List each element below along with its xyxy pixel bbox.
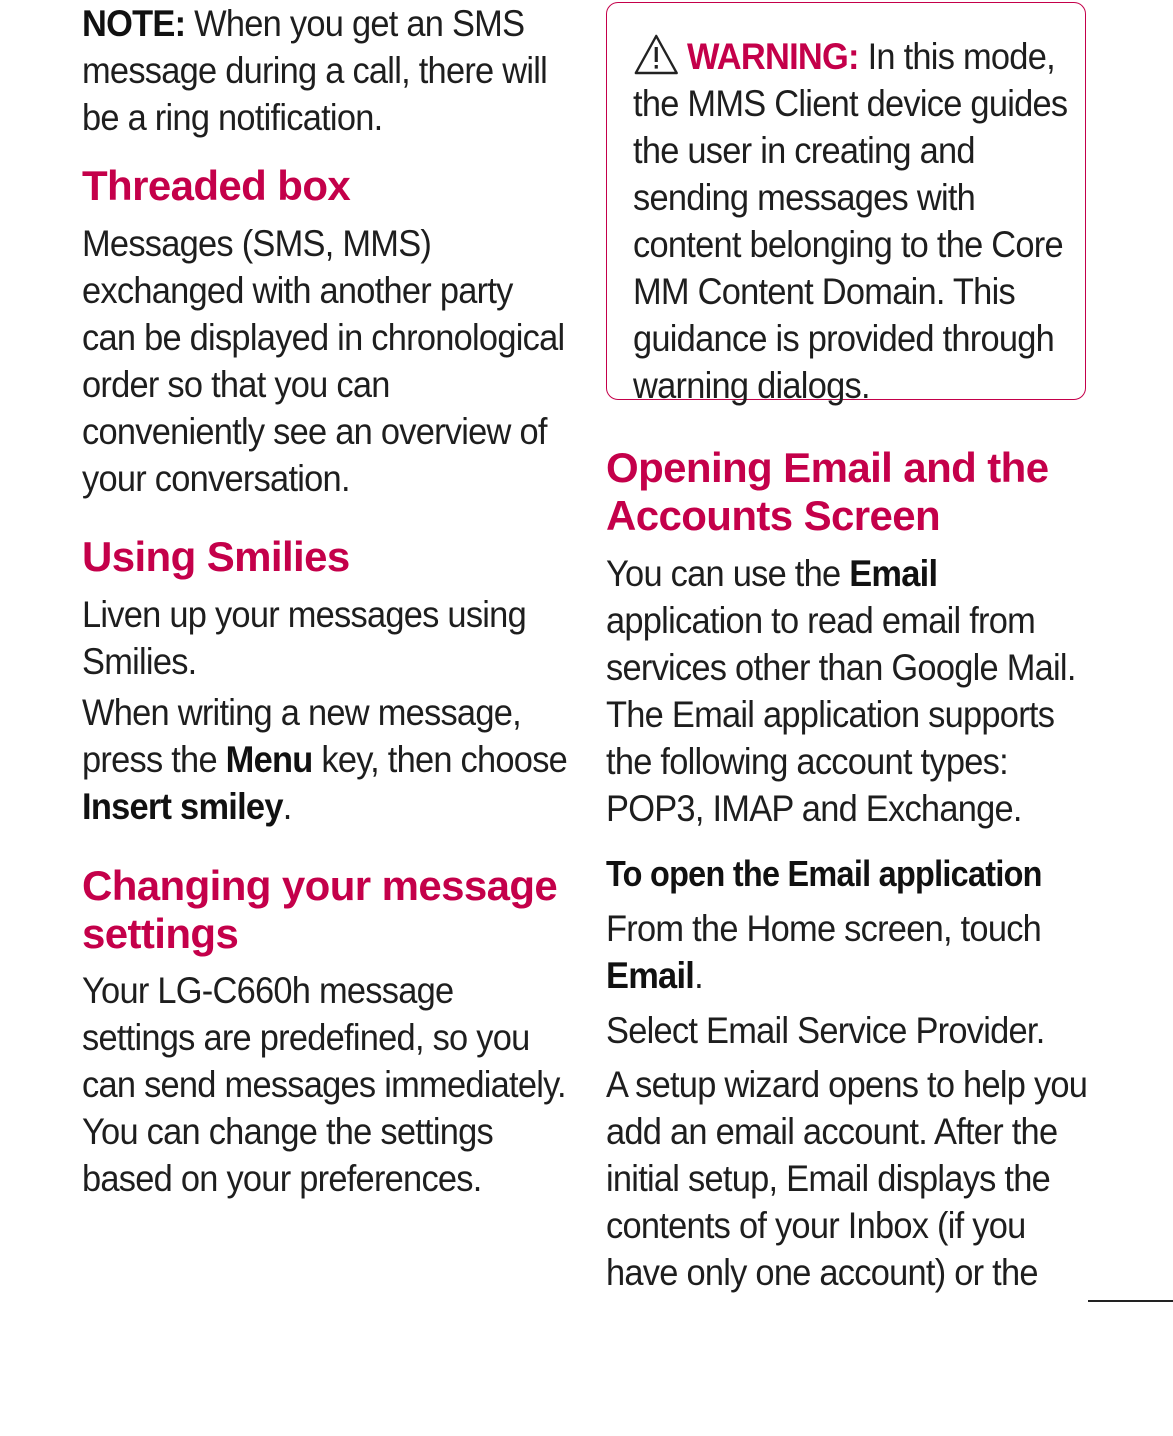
step1-prefix: From the Home screen, touch [606,908,1042,949]
step1-paragraph [606,905,1090,999]
menu-key-label: Menu [225,739,313,780]
step3-paragraph: A setup wizard opens to help you add an email account. After the initial setup, Email displays the contents of your Inbox (if you have only one account) or the [606,1064,1088,1293]
step1-suffix: . [694,955,703,996]
email-bold-intro: Email [849,553,938,594]
using-smilies-para2 [82,689,574,830]
warning-triangle-icon [633,33,680,75]
threaded-box-body: Messages (SMS, MMS) exchanged with another party can be displayed in chronological order so that you can conveniently see an overview of your conversation. [82,223,565,499]
warning-content [633,33,1073,409]
using-smilies-para1: Liven up your messages using Smilies. [82,594,526,682]
warning-label: WARNING: [686,36,859,77]
para2-suffix: . [282,786,292,827]
changing-settings-heading: Changing your message settings [82,862,558,957]
warning-paragraph [633,33,1075,409]
step2-paragraph: Select Email Service Provider. [606,1010,1045,1051]
opening-email-intro [606,550,1090,832]
opening-email-heading: Opening Email and the Accounts Screen [606,444,1049,539]
insert-smiley-label: Insert smiley [82,786,283,827]
email-bold-step1: Email [606,955,695,996]
warning-text: In this mode, the MMS Client device guides the user in creating and sending messages with content belonging to the Core MM Content Domain. This guidance is provided through warning dialogs. [633,36,1068,406]
changing-settings-body: Your LG-C660h message settings are predefined, so you can send messages immediately. You can change the settings based on your preferences. [82,970,566,1199]
para2-middle: key, then choose [312,739,568,780]
note-text: When you get an SMS message during a call, there will be a ring notification. [82,3,548,138]
page-rule-divider [1088,1300,1173,1302]
threaded-box-heading: Threaded box [82,162,351,209]
intro-suffix: application to read email from services other than Google Mail. The Email application supports the following account types: POP3, IMAP and Exchange. [606,600,1076,829]
using-smilies-heading: Using Smilies [82,533,350,580]
warning-box [606,2,1086,406]
open-email-subheading: To open the Email application [606,853,1042,894]
note-label: NOTE: [82,3,186,44]
note-paragraph [82,0,574,141]
intro-prefix: You can use the [606,553,850,594]
para2-prefix: When writing a new message, press the [82,692,521,780]
